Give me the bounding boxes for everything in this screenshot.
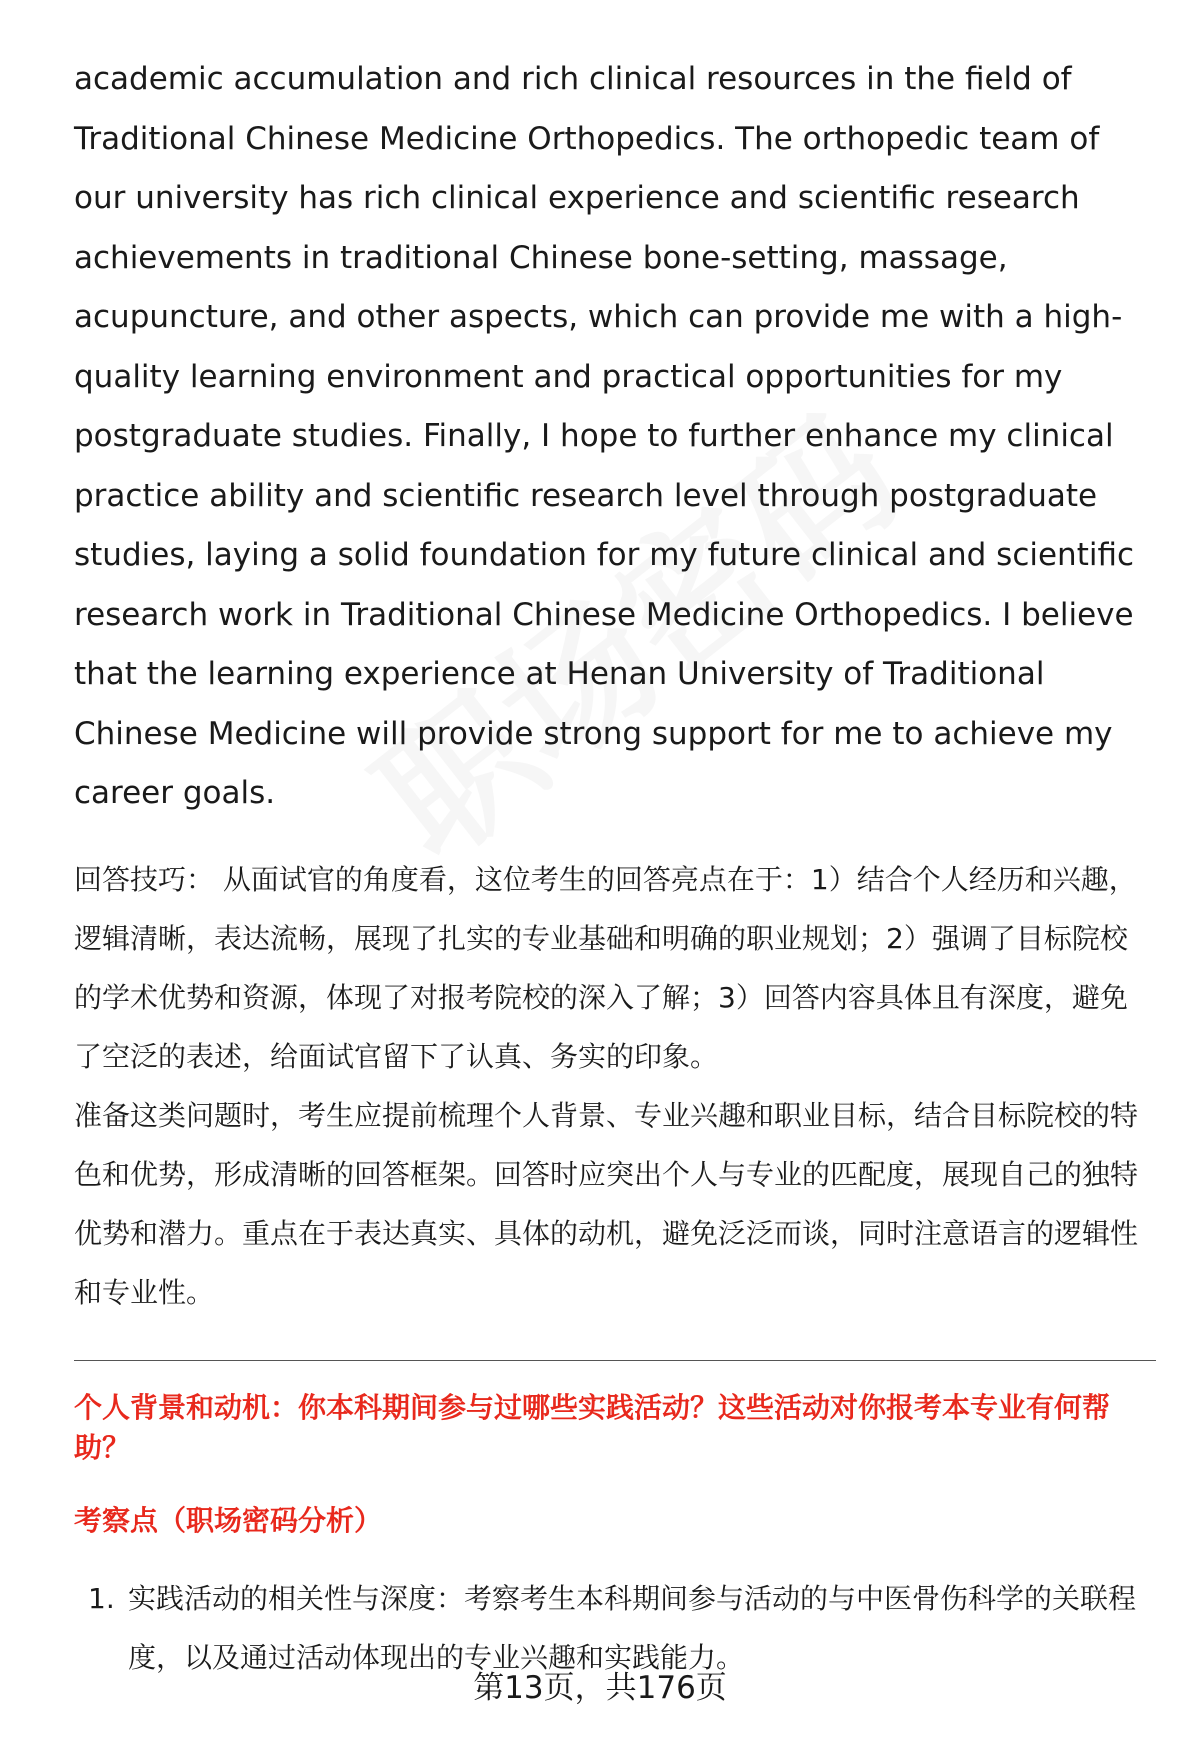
preparation-advice-paragraph: 准备这类问题时，考生应提前梳理个人背景、专业兴趣和职业目标，结合目标院校的特色和优势，形成清晰的回答框架。回答时应突出个人与专业的匹配度，展现自己的独特优势和潜力。重点在于表达真实、具体的动机，避免泛泛而谈，同时注意语言的逻辑性和专业性。 xyxy=(74,1098,1139,1309)
question-heading: 个人背景和动机：你本科期间参与过哪些实践活动？这些活动对你报考本专业有何帮助？ xyxy=(74,1390,1111,1464)
english-answer-paragraph: academic accumulation and rich clinical resources in the field of Traditional Chinese Medicine Orthopedics. The orthopedic team of our university has rich clinical experience and scientific research achievements in traditional Chinese bone-setting, massage, acupuncture, and other aspects, which can provide me with a high-quality learning environment and practical opportunities for my postgraduate studies. Finally, I hope to further enhance my clinical practice ability and scientific research level through postgraduate studies, laying a solid foundation for my future clinical and scientific research work in Traditional Chinese Medicine Orthopedics. I believe that the learning experience at Henan University of Traditional Chinese Medicine will provide strong support for me to achieve my career goals. xyxy=(74,61,1135,811)
assessment-points-heading: 考察点（职场密码分析） xyxy=(74,1503,383,1537)
list-item-text: 实践活动的相关性与深度：考察考生本科期间参与活动的与中医骨伤科学的关联程度，以及通过活动体现出的专业兴趣和实践能力。 xyxy=(128,1581,1137,1674)
answer-tips-paragraph: 回答技巧： 从面试官的角度看，这位考生的回答亮点在于：1）结合个人经历和兴趣，逻辑清晰，表达流畅，展现了扎实的专业基础和明确的职业规划；2）强调了目标院校的学术优势和资源，体现了对报考院校的深入了解；3）回答内容具体且有深度，避免了空泛的表述，给面试官留下了认真、务实的印象。 xyxy=(74,862,1137,1073)
list-item-number: 1. xyxy=(88,1581,115,1615)
section-divider xyxy=(74,1360,1156,1361)
document-page xyxy=(74,50,1154,1687)
page-number-footer: 第13页，共176页 xyxy=(473,1670,727,1706)
